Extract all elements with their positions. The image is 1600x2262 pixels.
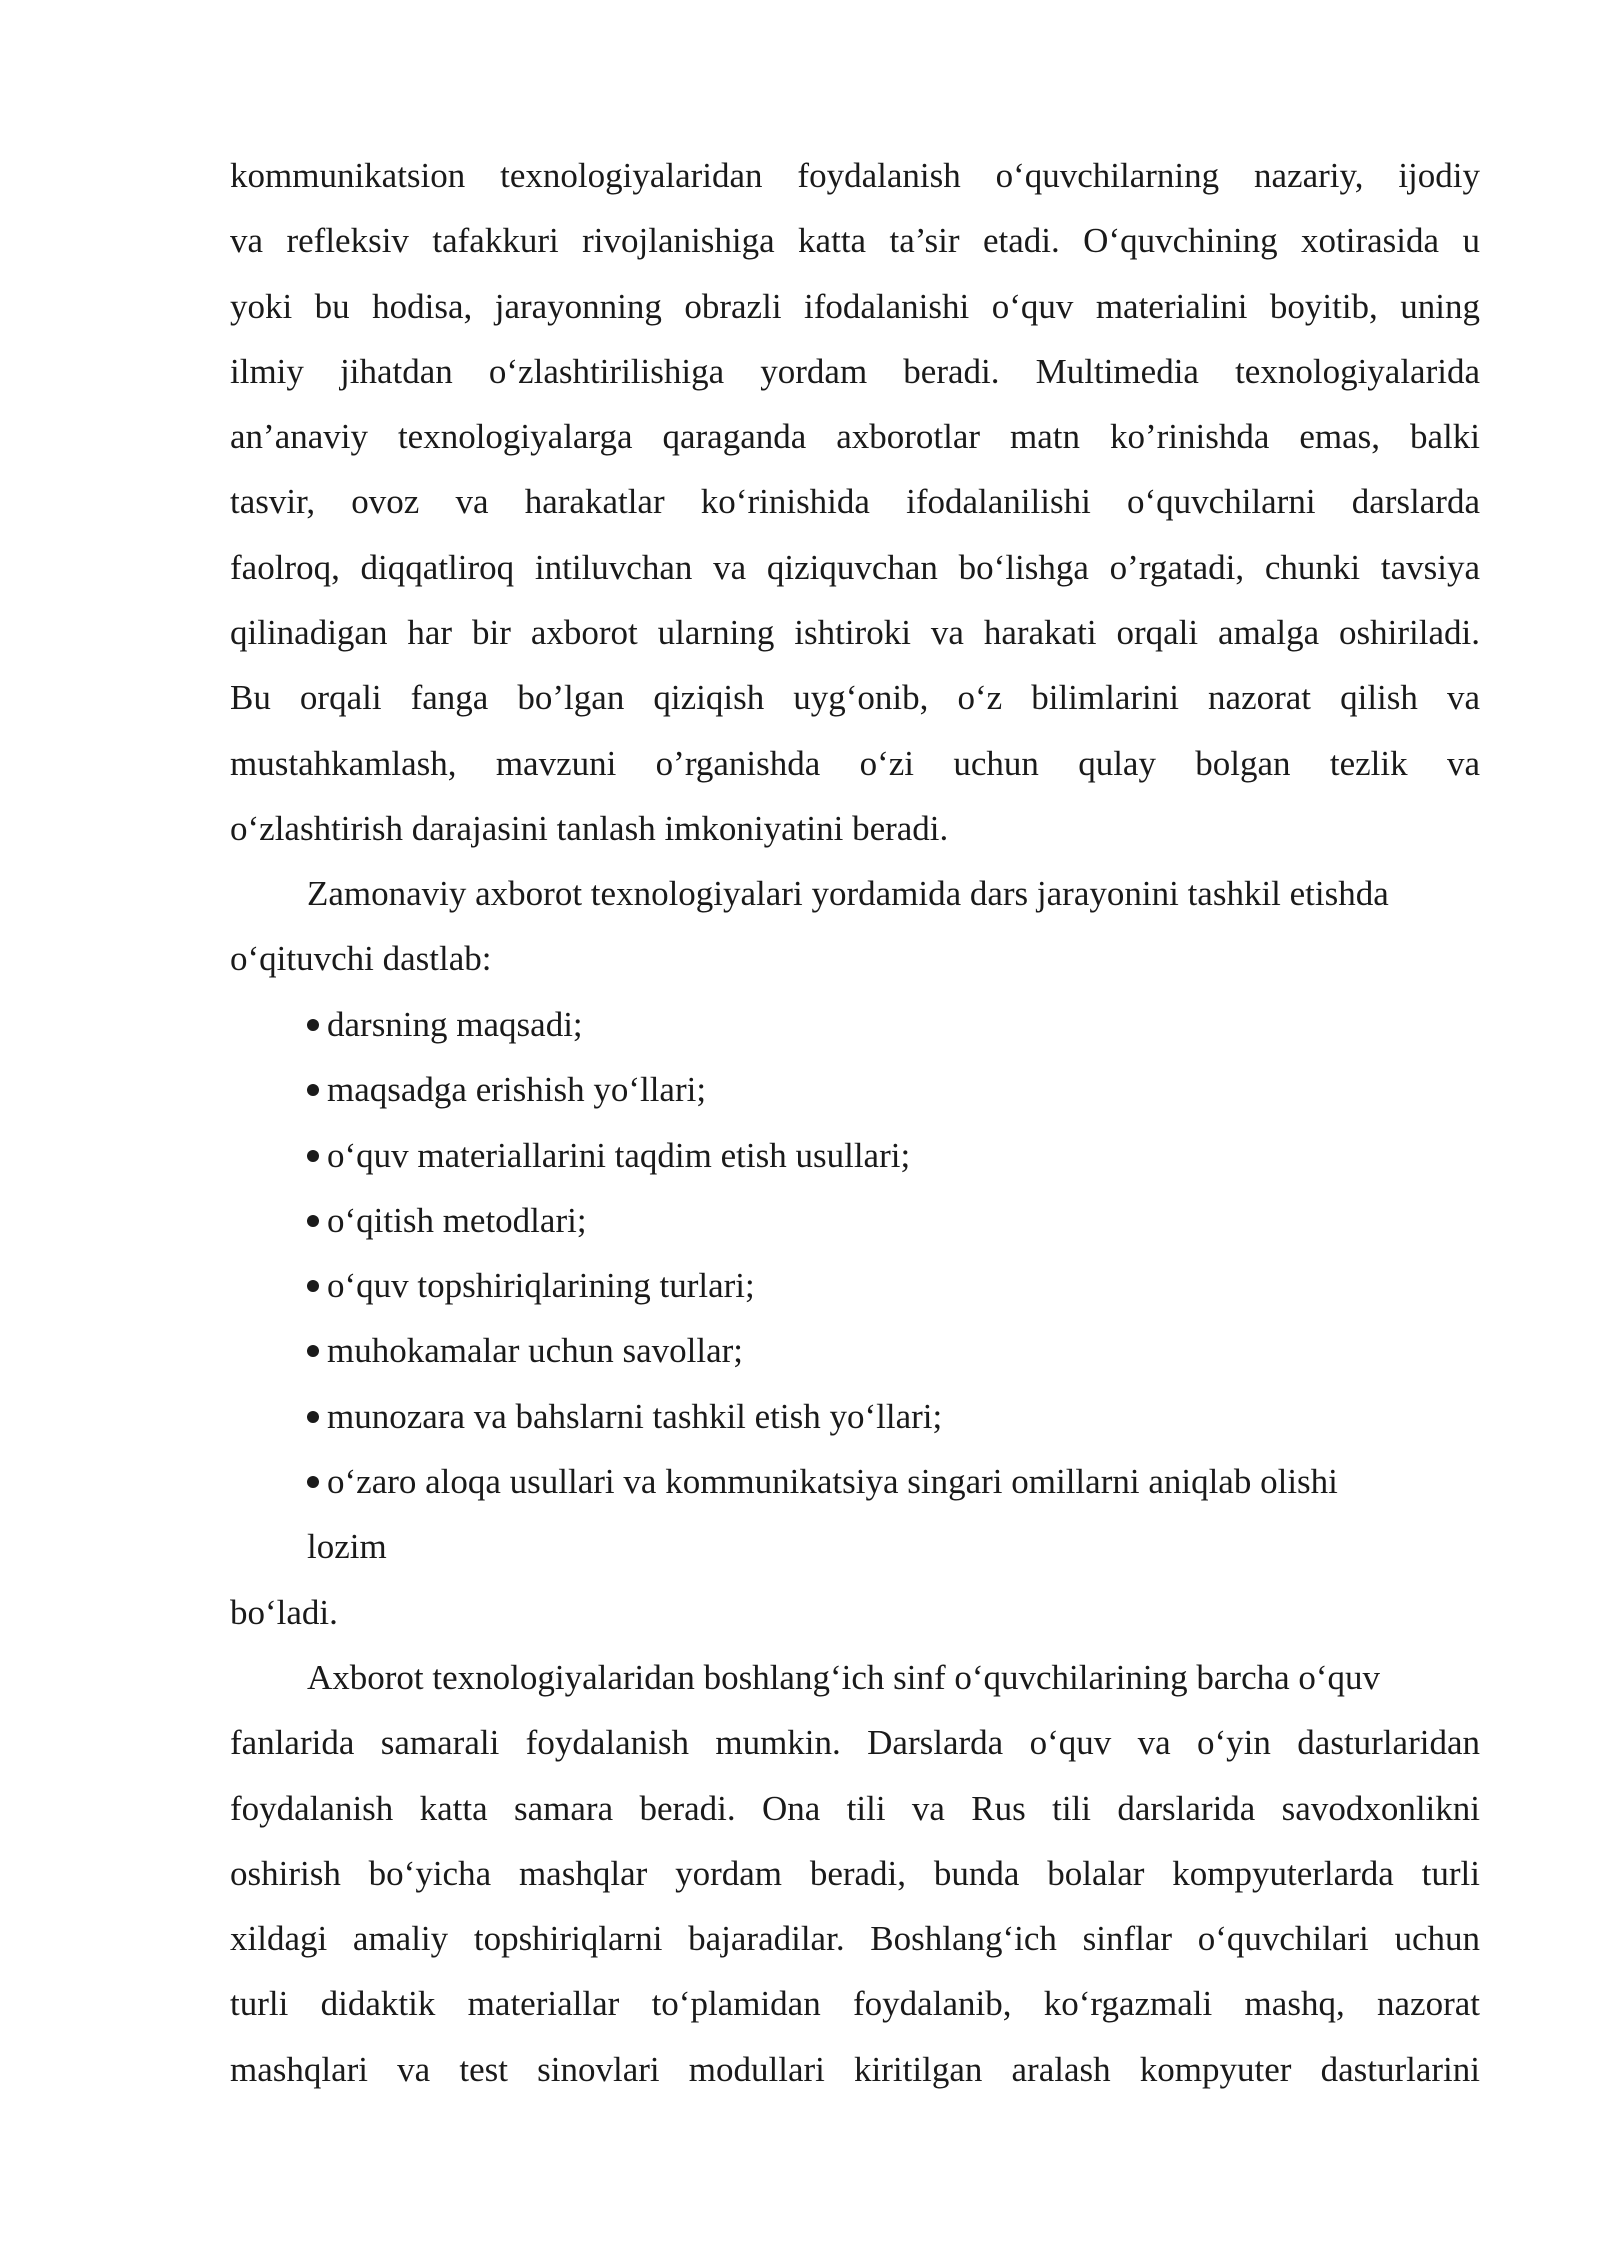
bullet-list: [230, 992, 1480, 1645]
list-item: [230, 1057, 1480, 1122]
list-item-text: muhokamalar uchun savollar;: [327, 1331, 743, 1371]
text-line: mashqlari va test sinovlari modullari kiritilgan aralash kompyuter dasturlarini: [230, 2049, 1480, 2089]
list-item: [230, 1123, 1480, 1188]
list-item-text: o‘zaro aloqa usullari va kommunikatsiya singari omillarni aniqlab olishi: [327, 1462, 1338, 1502]
list-item: [230, 992, 1480, 1057]
text-line: o‘qituvchi dastlab:: [230, 939, 492, 979]
bullet-icon: [307, 1019, 319, 1031]
text-line: faolroq, diqqatliroq intiluvchan va qiziquvchan bo‘lishga o’rgatadi, chunki tavsiya: [230, 547, 1480, 587]
list-item-text: o‘qitish metodlari;: [327, 1200, 587, 1240]
paragraph-benefits: [230, 1645, 1480, 2102]
text-line: Zamonaviy axborot texnologiyalari yordamida dars jarayonini tashkil etishda: [307, 874, 1389, 913]
list-item-text: o‘quv topshiriqlarining turlari;: [327, 1266, 755, 1306]
paragraph-intro: [230, 143, 1480, 861]
list-item: [230, 1318, 1480, 1383]
closing-fragment: bo‘ladi.: [230, 1592, 338, 1632]
bullet-icon: [307, 1476, 319, 1488]
text-line: va refleksiv tafakkuri rivojlanishiga katta ta’sir etadi. O‘quvchining xotirasida u: [230, 221, 1480, 261]
list-item-text: o‘quv materiallarini taqdim etish usullari;: [327, 1135, 911, 1175]
text-line: yoki bu hodisa, jarayonning obrazli ifodalanishi o‘quv materialini boyitib, uning: [230, 286, 1480, 326]
text-line: fanlarida samarali foydalanish mumkin. Darslarda o‘quv va o‘yin dasturlaridan: [230, 1723, 1480, 1763]
text-line: an’anaviy texnologiyalarga qaraganda axborotlar matn ko’rinishda emas, balki: [230, 417, 1480, 457]
list-item-text: darsning maqsadi;: [327, 1005, 583, 1044]
text-line: tasvir, ovoz va harakatlar ko‘rinishida ifodalanilishi o‘quvchilarni darslarda: [230, 482, 1480, 522]
text-line: mustahkamlash, mavzuni o’rganishda o‘zi uchun qulay bolgan tezlik va: [230, 743, 1480, 783]
text-line: kommunikatsion texnologiyalaridan foydalanish o‘quvchilarning nazariy, ijodiy: [230, 156, 1480, 195]
list-item-continuation: lozim: [307, 1527, 387, 1567]
list-item: [230, 1253, 1480, 1318]
text-line: oshirish bo‘yicha mashqlar yordam beradi, bunda bolalar kompyuterlarda turli: [230, 1853, 1480, 1893]
paragraph-intro-list: [230, 861, 1480, 992]
bullet-icon: [307, 1084, 319, 1096]
bullet-icon: [307, 1215, 319, 1227]
text-line: xildagi amaliy topshiriqlarni bajaradilar. Boshlang‘ich sinflar o‘quvchilari uchun: [230, 1919, 1480, 1959]
text-line: o‘zlashtirish darajasini tanlash imkoniyatini beradi.: [230, 808, 949, 848]
text-line: foydalanish katta samara beradi. Ona tili va Rus tili darslarida savodxonlikni: [230, 1788, 1480, 1828]
bullet-icon: [307, 1345, 319, 1357]
text-line: turli didaktik materiallar to‘plamidan foydalanib, ko‘rgazmali mashq, nazorat: [230, 1984, 1480, 2024]
bullet-icon: [307, 1411, 319, 1423]
text-line: Axborot texnologiyalaridan boshlang‘ich sinf o‘quvchilarining barcha o‘quv: [307, 1658, 1381, 1697]
list-item: [230, 1384, 1480, 1449]
list-item-text: munozara va bahslarni tashkil etish yo‘llari;: [327, 1396, 943, 1436]
list-item: [230, 1449, 1480, 1514]
bullet-icon: [307, 1280, 319, 1292]
text-line: Bu orqali fanga bo’lgan qiziqish uyg‘onib, o‘z bilimlarini nazorat qilish va: [230, 678, 1480, 718]
bullet-icon: [307, 1150, 319, 1162]
text-line: ilmiy jihatdan o‘zlashtirilishiga yordam beradi. Multimedia texnologiyalarida: [230, 351, 1480, 391]
list-item: [230, 1188, 1480, 1253]
text-line: qilinadigan har bir axborot ularning ishtiroki va harakati orqali amalga oshiriladi.: [230, 613, 1480, 653]
list-item-text: maqsadga erishish yo‘llari;: [327, 1070, 707, 1110]
